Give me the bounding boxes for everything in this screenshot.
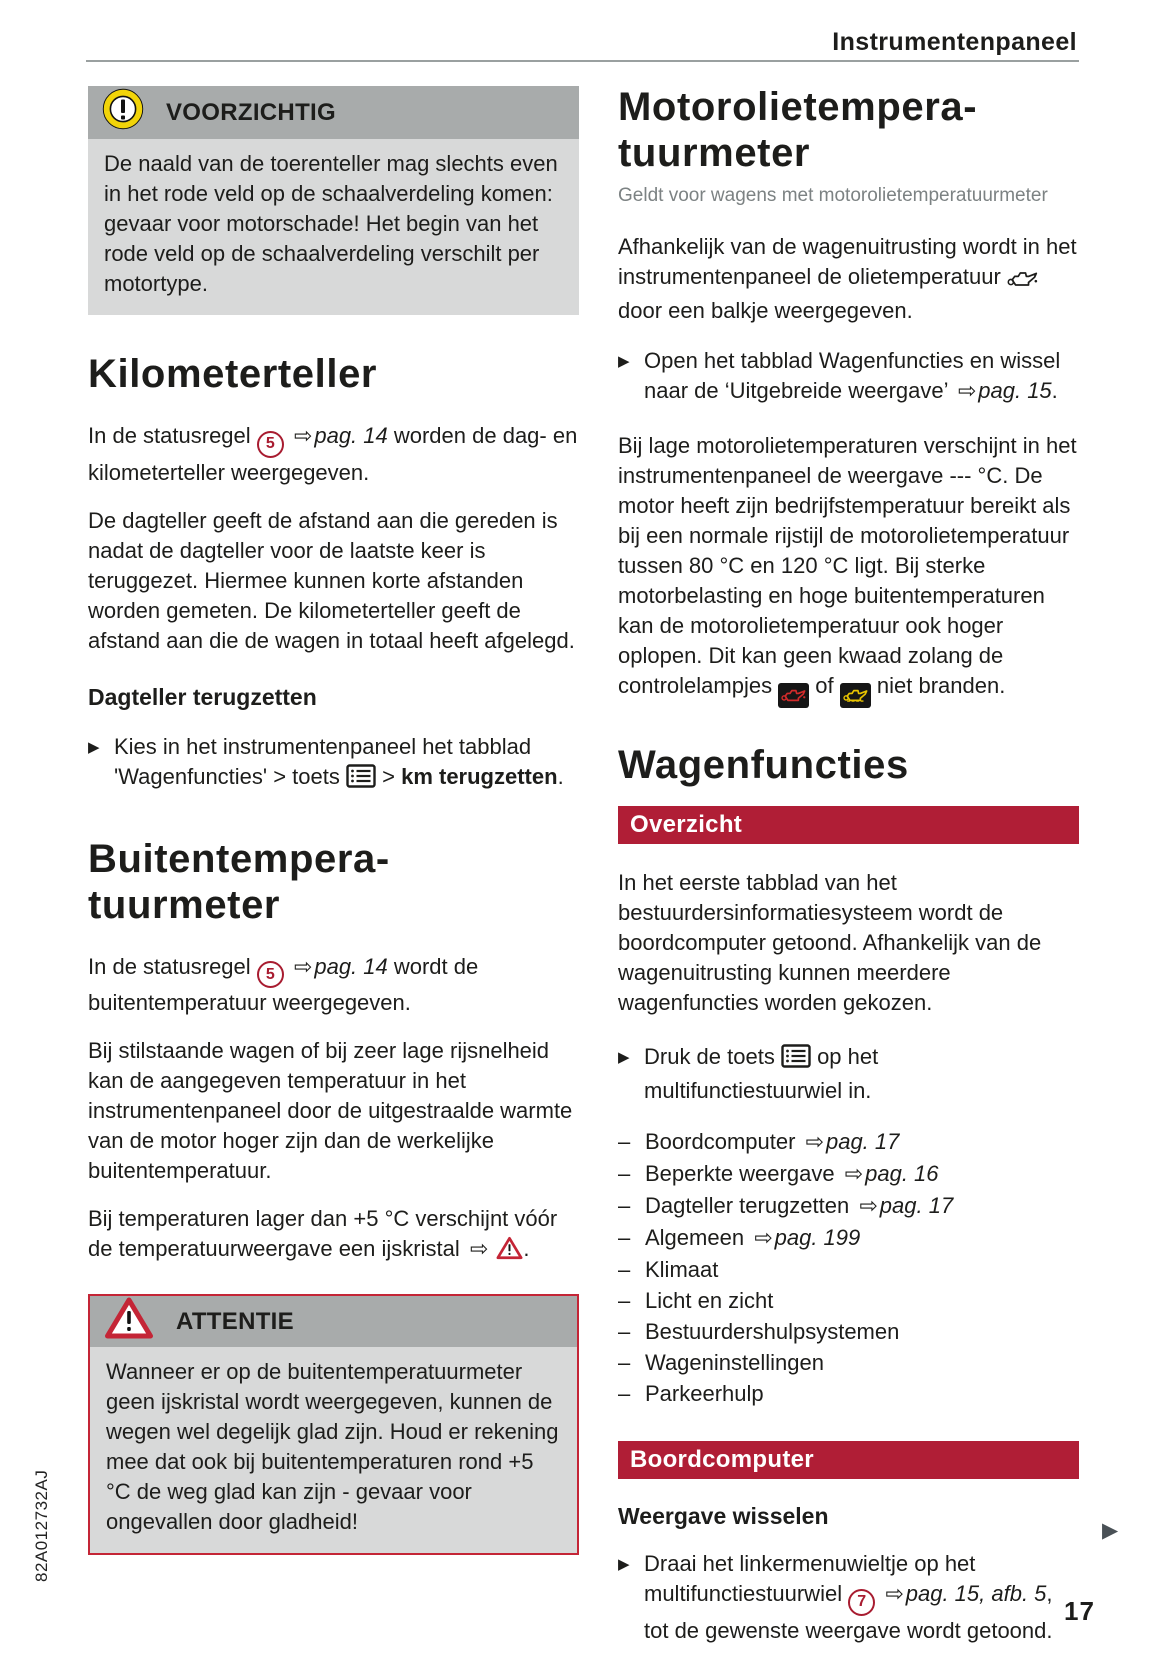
continuation-arrow-icon: ▶ [1102, 1518, 1119, 1542]
list-item-text: Wageninstellingen [645, 1350, 824, 1375]
bullet-arrow-icon: ▶ [618, 352, 630, 370]
left-column [88, 86, 579, 1555]
paragraph: In de statusregel 5 ⇨pag. 14 worden de dag- en kilometerteller weergegeven. [88, 423, 578, 485]
page-number: 17 [1064, 1596, 1095, 1626]
paragraph: In het eerste tabblad van het bestuurdersinformatiesysteem wordt de boordcomputer getoond. Afhankelijk van de wagenuitrusting kunnen meerdere wagenfuncties worden gekozen. [618, 870, 1042, 1015]
list-item-text: Algemeen ⇨pag. 199 [645, 1225, 861, 1251]
caution-exclamation-icon [102, 88, 144, 138]
menu-key-icon [781, 1044, 811, 1076]
banner-overzicht: Overzicht [618, 806, 1079, 844]
caution-box-header [88, 86, 579, 139]
warning-triangle-icon [496, 1236, 523, 1268]
page-ref-circle: 5 [257, 431, 284, 458]
page-ref-circle: 5 [257, 961, 284, 988]
attention-box-header [90, 1296, 577, 1347]
dash-icon: – [618, 1381, 631, 1406]
paragraph: De dagteller geeft de afstand aan die gereden is nadat de dagteller voor de laatste keer is teruggezet. Hiermee kunnen korte afstanden worden gemeten. De kilometerteller geeft de afstand aan die de wagen in totaal heeft afgelegd. [88, 507, 575, 653]
subheading-dagteller-terugzetten: Dagteller terugzetten [88, 683, 317, 710]
instruction-bullet [618, 1549, 1079, 1646]
bullet-arrow-icon: ▶ [618, 1555, 630, 1573]
heading-line: Motorolietempera- [618, 85, 978, 129]
instruction-bullet [618, 346, 1079, 407]
instruction-bullet [618, 1042, 1079, 1106]
attention-box-title: ATTENTIE [176, 1307, 294, 1335]
page-ref-circle: 7 [848, 1589, 875, 1616]
subheading-weergave-wisselen: Weergave wisselen [618, 1503, 829, 1529]
section-heading-buitentemperatuurmeter [88, 836, 579, 928]
list-item-text: Dagteller terugzetten ⇨pag. 17 [645, 1193, 954, 1219]
header-rule [86, 60, 1079, 62]
dash-icon: – [618, 1350, 631, 1375]
heading-line: tuurmeter [88, 882, 281, 927]
section-heading-kilometerteller: Kilometerteller [88, 352, 378, 396]
list-item-text: Beperkte weergave ⇨pag. 16 [645, 1161, 939, 1187]
dash-icon: – [618, 1319, 631, 1344]
bullet-text: Kies in het instrumentenpaneel het tabblad 'Wagenfuncties' > toets > km terugzetten. [114, 732, 579, 796]
paragraph: Bij temperaturen lager dan +5 °C verschijnt vóór de temperatuurweergave een ijskristal ⇨ . [88, 1204, 579, 1268]
page-header-title: Instrumentenpaneel [832, 28, 1077, 56]
list-item-text: Licht en zicht [645, 1288, 774, 1313]
bullet-arrow-icon: ▶ [88, 737, 100, 756]
heading-line: tuurmeter [618, 131, 811, 175]
section-heading-wagenfuncties: Wagenfuncties [618, 743, 909, 787]
section-heading-motorolietemperatuurmeter [618, 84, 1079, 176]
list-item [618, 1254, 1079, 1285]
menu-key-icon [346, 764, 376, 796]
warning-triangle-icon [104, 1296, 154, 1348]
dash-icon: – [618, 1193, 631, 1218]
list-item-text: Klimaat [645, 1257, 719, 1282]
banner-boordcomputer: Boordcomputer [618, 1441, 1079, 1479]
caution-box-body: De naald van de toerenteller mag slechts even in het rode veld op de schaalverdeling komen: gevaar voor motorschade! Het begin van het rode veld op de schaalverdeling verschilt per motortype. [104, 151, 558, 296]
oil-can-icon [1007, 266, 1038, 296]
applicability-note: Geldt voor wagens met motorolietemperatuurmeter [618, 185, 1048, 206]
list-item [618, 1158, 1079, 1190]
instruction-bullet [88, 732, 579, 796]
bullet-arrow-icon: ▶ [618, 1048, 630, 1066]
dash-icon: – [618, 1257, 631, 1282]
list-item-text: Parkeerhulp [645, 1381, 764, 1406]
dash-icon: – [618, 1161, 631, 1186]
dash-icon: – [618, 1225, 631, 1250]
bullet-text: Druk de toets op het multifunctiestuurwiel in. [644, 1044, 879, 1103]
list-item-text: Bestuurdershulpsystemen [645, 1319, 900, 1344]
list-item [618, 1190, 1079, 1222]
attention-box [88, 1294, 579, 1555]
dash-icon: – [618, 1288, 631, 1313]
function-list [618, 1126, 1079, 1409]
list-item [618, 1378, 1079, 1409]
bullet-text: Open het tabblad Wagenfuncties en wissel naar de ‘Uitgebreide weergave’ ⇨pag. 15. [644, 348, 1061, 404]
right-column [618, 84, 1079, 1646]
oil-pressure-warning-lamp-red-icon [778, 675, 809, 708]
oil-level-warning-lamp-yellow-icon [840, 675, 871, 708]
document-margin-code: 82A012732AJ [32, 1469, 51, 1582]
heading-line: Buitentempera- [88, 836, 390, 881]
caution-box [88, 86, 579, 315]
attention-box-body: Wanneer er op de buitentemperatuurmeter geen ijskristal wordt weergegeven, kunnen de wegen wel degelijk glad zijn. Houd er rekening mee dat ook bij buitentemperaturen rond +5 °C de weg glad kan zijn - gevaar voor ongevallen door gladheid! [106, 1359, 559, 1534]
list-item [618, 1316, 1079, 1347]
list-item [618, 1285, 1079, 1316]
list-item [618, 1222, 1079, 1254]
list-item [618, 1347, 1079, 1378]
bullet-text: Draai het linkermenuwieltje op het multifunctiestuurwiel 7 ⇨pag. 15, afb. 5, tot de gewenste weergave wordt getoond. [644, 1551, 1053, 1643]
dash-icon: – [618, 1129, 631, 1154]
list-item-text: Boordcomputer ⇨pag. 17 [645, 1129, 900, 1155]
paragraph: Bij stilstaande wagen of bij zeer lage rijsnelheid kan de aangegeven temperatuur in het instrumentenpaneel door de uitgestraalde warmte van de motor hoger zijn dan de werkelijke buitentemperatuur. [88, 1038, 573, 1183]
paragraph: Afhankelijk van de wagenuitrusting wordt in het instrumentenpaneel de olietemperatuur door een balkje weergegeven. [618, 234, 1077, 323]
paragraph: Bij lage motorolietemperaturen verschijnt in het instrumentenpaneel de weergave --- °C. De motor heeft zijn bedrijfstemperatuur bereikt als bij een normale rijstijl de motorolietemperatuur tussen 80 °C en 120 °C ligt. Bij sterke motorbelasting en hoge buitentemperaturen kan de motorolietemperatuur ook hoger oplopen. Dit kan geen kwaad zolang de controlelampjes of niet branden. [618, 431, 1079, 708]
caution-box-title: VOORZICHTIG [166, 98, 336, 126]
paragraph: In de statusregel 5 ⇨pag. 14 wordt de buitentemperatuur weergegeven. [88, 953, 479, 1015]
list-item [618, 1126, 1079, 1158]
